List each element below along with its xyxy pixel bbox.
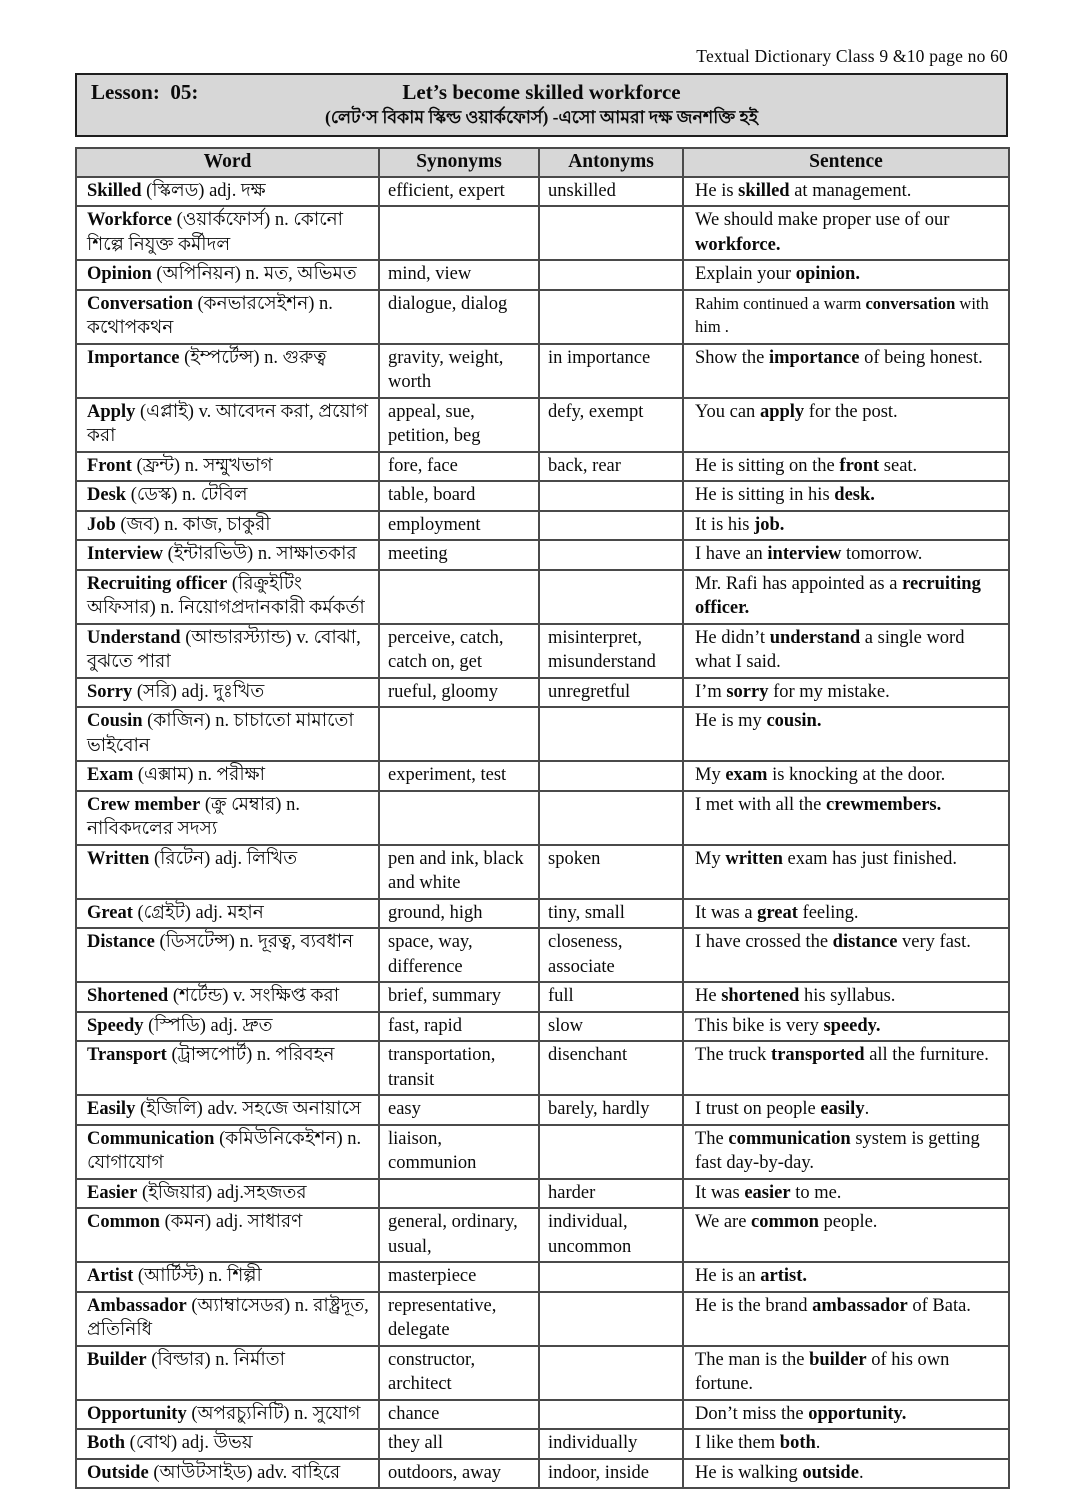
sentence-cell: We are common people. [683,1208,1009,1262]
table-row [76,511,1009,541]
table-row [76,678,1009,708]
antonyms-cell [539,511,683,541]
antonyms-cell [539,1292,683,1346]
synonyms-cell: appeal, sue, petition, beg [379,398,539,452]
sentence-cell: I trust on people easily. [683,1095,1009,1125]
word-cell: Front (ফ্রন্ট) n. সম্মুখভাগ [76,452,379,482]
antonyms-cell: barely, hardly [539,1095,683,1125]
word-cell: Common (কমন) adj. সাধারণ [76,1208,379,1262]
synonyms-cell: ground, high [379,899,539,929]
sentence-cell: He is walking outside. [683,1459,1009,1489]
table-row [76,452,1009,482]
antonyms-cell: unregretful [539,678,683,708]
sentence-cell: My written exam has just finished. [683,845,1009,899]
antonyms-cell [539,1400,683,1430]
table-row [76,982,1009,1012]
table-row [76,1429,1009,1459]
antonyms-cell [539,570,683,624]
word-cell: Exam (এক্সাম) n. পরীক্ষা [76,761,379,791]
table-row [76,1095,1009,1125]
synonyms-cell [379,707,539,761]
table-row [76,1400,1009,1430]
dictionary-table [75,147,1010,1489]
table-row [76,344,1009,398]
antonyms-cell [539,761,683,791]
table-row [76,1346,1009,1400]
synonyms-cell: general, ordinary, usual, [379,1208,539,1262]
synonyms-cell: efficient, expert [379,177,539,207]
table-row [76,761,1009,791]
word-cell: Great (গ্রেইট) adj. মহান [76,899,379,929]
antonyms-cell: back, rear [539,452,683,482]
lesson-number: Lesson: 05: [91,80,199,104]
column-header-sentence: Sentence [683,148,1009,177]
table-row [76,1012,1009,1042]
word-cell: Written (রিটেন) adj. লিখিত [76,845,379,899]
sentence-cell: He is my cousin. [683,707,1009,761]
synonyms-cell: easy [379,1095,539,1125]
word-cell: Crew member (ক্রু মেম্বার) n. নাবিকদলের সদস্য [76,791,379,845]
table-row [76,177,1009,207]
antonyms-cell: closeness, associate [539,928,683,982]
word-cell: Workforce (ওয়ার্কফোর্স) n. কোনো শিল্পে নিযুক্ত কর্মীদল [76,206,379,260]
antonyms-cell: unskilled [539,177,683,207]
word-cell: Ambassador (অ্যাম্বাসেডর) n. রাষ্ট্রদূত, প্রতিনিধি [76,1292,379,1346]
sentence-cell: Show the importance of being honest. [683,344,1009,398]
table-row [76,206,1009,260]
synonyms-cell [379,206,539,260]
antonyms-cell [539,260,683,290]
word-cell: Desk (ডেস্ক) n. টেবিল [76,481,379,511]
antonyms-cell: defy, exempt [539,398,683,452]
table-row [76,845,1009,899]
word-cell: Builder (বিল্ডার) n. নির্মাতা [76,1346,379,1400]
sentence-cell: I like them both. [683,1429,1009,1459]
word-cell: Easily (ইজিলি) adv. সহজে অনায়াসে [76,1095,379,1125]
synonyms-cell: meeting [379,540,539,570]
synonyms-cell: table, board [379,481,539,511]
antonyms-cell [539,791,683,845]
sentence-cell: Don’t miss the opportunity. [683,1400,1009,1430]
sentence-cell: He is skilled at management. [683,177,1009,207]
synonyms-cell [379,1179,539,1209]
antonyms-cell [539,540,683,570]
lesson-title-row [87,79,996,105]
antonyms-cell: disenchant [539,1041,683,1095]
synonyms-cell [379,570,539,624]
sentence-cell: The truck transported all the furniture. [683,1041,1009,1095]
word-cell: Opinion (অপিনিয়ন) n. মত, অভিমত [76,260,379,290]
word-cell: Both (বোথ) adj. উভয় [76,1429,379,1459]
table-row [76,481,1009,511]
sentence-cell: He shortened his syllabus. [683,982,1009,1012]
sentence-cell: He didn’t understand a single word what I said. [683,624,1009,678]
lesson-subtitle-bengali: (লেট‘স বিকাম স্কিল্ড ওয়ার্কফোর্স) -এসো আমরা দক্ষ জনশক্তি হই [325,107,758,127]
word-cell: Interview (ইন্টারভিউ) n. সাক্ষাতকার [76,540,379,570]
sentence-cell: He is sitting on the front seat. [683,452,1009,482]
table-row [76,1292,1009,1346]
antonyms-cell [539,206,683,260]
table-row [76,1262,1009,1292]
antonyms-cell: indoor, inside [539,1459,683,1489]
synonyms-cell: liaison, communion [379,1125,539,1179]
antonyms-cell [539,707,683,761]
word-cell: Shortened (শর্টেন্ড) v. সংক্ষিপ্ত করা [76,982,379,1012]
table-row [76,1041,1009,1095]
document-page [75,46,1008,1489]
table-row [76,290,1009,344]
sentence-cell: He is sitting in his desk. [683,481,1009,511]
antonyms-cell [539,481,683,511]
sentence-cell: We should make proper use of our workforce. [683,206,1009,260]
sentence-cell: I’m sorry for my mistake. [683,678,1009,708]
synonyms-cell: outdoors, away [379,1459,539,1489]
sentence-cell: This bike is very speedy. [683,1012,1009,1042]
table-row [76,398,1009,452]
antonyms-cell [539,1346,683,1400]
antonyms-cell: harder [539,1179,683,1209]
synonyms-cell: perceive, catch, catch on, get [379,624,539,678]
word-cell: Skilled (স্কিলড) adj. দক্ষ [76,177,379,207]
table-row [76,928,1009,982]
word-cell: Apply (এপ্লাই) v. আবেদন করা, প্রয়োগ করা [76,398,379,452]
antonyms-cell: individually [539,1429,683,1459]
word-cell: Artist (আর্টিস্ট) n. শিল্পী [76,1262,379,1292]
sentence-cell: Rahim continued a warm conversation with him . [683,290,1009,344]
word-cell: Conversation (কনভারসেইশন) n. কথোপকথন [76,290,379,344]
sentence-cell: It is his job. [683,511,1009,541]
synonyms-cell: brief, summary [379,982,539,1012]
synonyms-cell: mind, view [379,260,539,290]
synonyms-cell: rueful, gloomy [379,678,539,708]
sentence-cell: Mr. Rafi has appointed as a recruiting officer. [683,570,1009,624]
word-cell: Job (জব) n. কাজ, চাকুরী [76,511,379,541]
table-row [76,624,1009,678]
synonyms-cell: fast, rapid [379,1012,539,1042]
sentence-cell: I have crossed the distance very fast. [683,928,1009,982]
sentence-cell: Explain your opinion. [683,260,1009,290]
word-cell: Recruiting officer (রিক্রুইটিং অফিসার) n. নিয়োগপ্রদানকারী কর্মকর্তা [76,570,379,624]
sentence-cell: He is an artist. [683,1262,1009,1292]
table-row [76,1125,1009,1179]
column-header-word: Word [76,148,379,177]
synonyms-cell: gravity, weight, worth [379,344,539,398]
antonyms-cell: spoken [539,845,683,899]
synonyms-cell: they all [379,1429,539,1459]
word-cell: Cousin (কাজিন) n. চাচাতো মামাতো ভাইবোন [76,707,379,761]
sentence-cell: The communication system is getting fast day-by-day. [683,1125,1009,1179]
column-header-antonyms: Antonyms [539,148,683,177]
synonyms-cell: employment [379,511,539,541]
word-cell: Transport (ট্রান্সপোর্ট) n. পরিবহন [76,1041,379,1095]
antonyms-cell [539,1262,683,1292]
sentence-cell: He is the brand ambassador of Bata. [683,1292,1009,1346]
antonyms-cell [539,1125,683,1179]
sentence-cell: I have an interview tomorrow. [683,540,1009,570]
table-row [76,1208,1009,1262]
synonyms-cell: constructor, architect [379,1346,539,1400]
table-header-row [76,148,1009,177]
word-cell: Distance (ডিসটেন্স) n. দূরত্ব, ব্যবধান [76,928,379,982]
word-cell: Outside (আউটসাইড) adv. বাহিরে [76,1459,379,1489]
antonyms-cell: full [539,982,683,1012]
table-row [76,707,1009,761]
synonyms-cell: pen and ink, black and white [379,845,539,899]
sentence-cell: The man is the builder of his own fortune. [683,1346,1009,1400]
synonyms-cell: fore, face [379,452,539,482]
synonyms-cell [379,791,539,845]
table-row [76,1459,1009,1489]
synonyms-cell: dialogue, dialog [379,290,539,344]
synonyms-cell: space, way, difference [379,928,539,982]
synonyms-cell: masterpiece [379,1262,539,1292]
table-row [76,791,1009,845]
antonyms-cell: misinterpret, misunderstand [539,624,683,678]
sentence-cell: I met with all the crewmembers. [683,791,1009,845]
table-row [76,570,1009,624]
page-header-text: Textual Dictionary Class 9 &10 page no 60 [696,46,1008,66]
sentence-cell: My exam is knocking at the door. [683,761,1009,791]
synonyms-cell: representative, delegate [379,1292,539,1346]
word-cell: Opportunity (অপরচ্যুনিটি) n. সুযোগ [76,1400,379,1430]
antonyms-cell [539,290,683,344]
synonyms-cell: experiment, test [379,761,539,791]
lesson-title: Let’s become skilled workforce [402,80,681,104]
synonyms-cell: chance [379,1400,539,1430]
table-row [76,260,1009,290]
word-cell: Understand (আন্ডারস্ট্যান্ড) v. বোঝা, বুঝতে পারা [76,624,379,678]
word-cell: Easier (ইজিয়ার) adj.সহজতর [76,1179,379,1209]
table-row [76,1179,1009,1209]
antonyms-cell: individual, uncommon [539,1208,683,1262]
table-row [76,540,1009,570]
column-header-synonyms: Synonyms [379,148,539,177]
sentence-cell: You can apply for the post. [683,398,1009,452]
table-row [76,899,1009,929]
sentence-cell: It was a great feeling. [683,899,1009,929]
word-cell: Speedy (স্পিডি) adj. দ্রুত [76,1012,379,1042]
lesson-header-box [75,73,1008,137]
sentence-cell: It was easier to me. [683,1179,1009,1209]
word-cell: Importance (ইম্পর্টেন্স) n. গুরুত্ব [76,344,379,398]
word-cell: Communication (কমিউনিকেইশন) n. যোগাযোগ [76,1125,379,1179]
synonyms-cell: transportation, transit [379,1041,539,1095]
antonyms-cell: in importance [539,344,683,398]
antonyms-cell: tiny, small [539,899,683,929]
word-cell: Sorry (সরি) adj. দুঃখিত [76,678,379,708]
antonyms-cell: slow [539,1012,683,1042]
